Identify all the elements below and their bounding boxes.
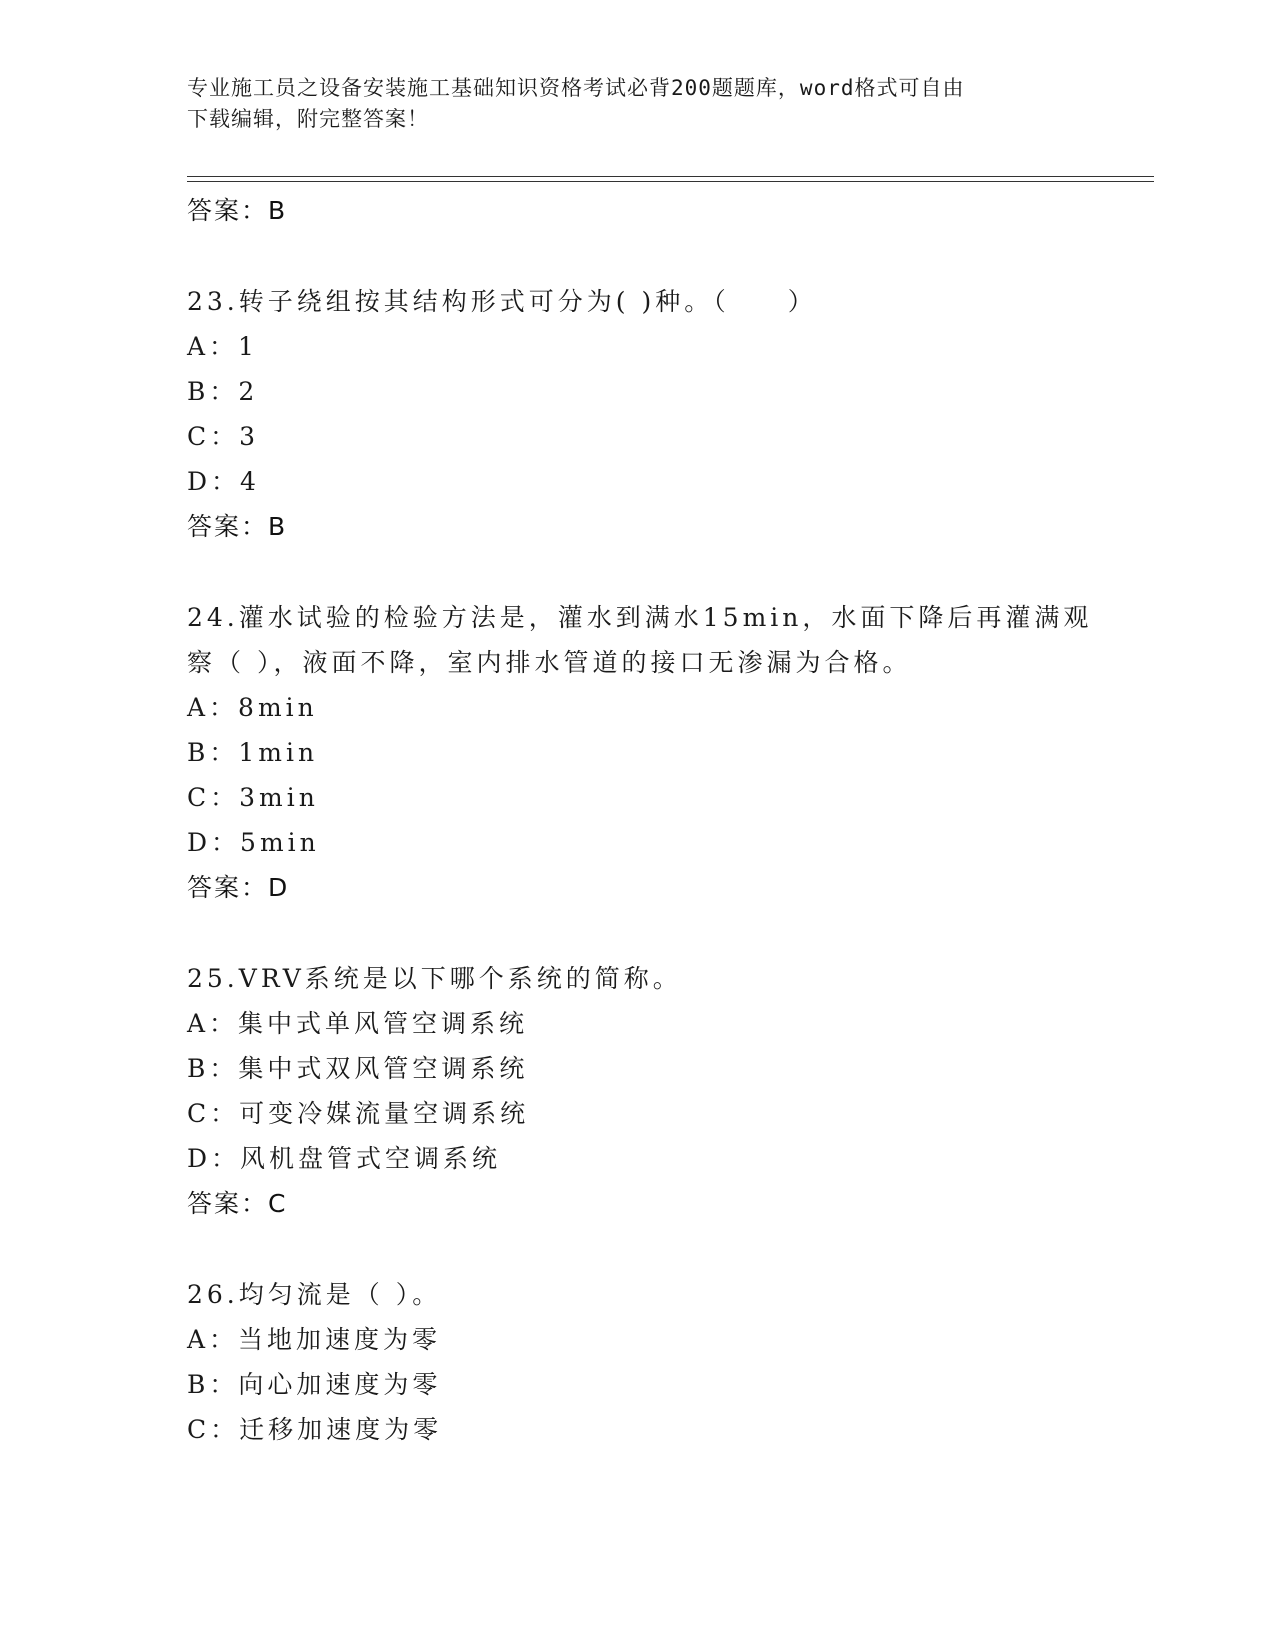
answer-line: 答案：B	[187, 512, 288, 541]
question-text-line-2: 察（ ），液面不降，室内排水管道的接口无渗漏为合格。	[187, 648, 912, 677]
document-header	[187, 73, 1067, 135]
option-a: A：集中式单风管空调系统	[187, 1009, 529, 1038]
question-text: 25.VRV系统是以下哪个系统的简称。	[187, 964, 682, 993]
question-block-26	[187, 1272, 1127, 1452]
question-list	[187, 188, 1127, 1452]
header-line-1: 专业施工员之设备安装施工基础知识资格考试必背200题题库，word格式可自由	[187, 76, 965, 100]
answer-line: 答案：C	[187, 1189, 288, 1218]
option-b: B：集中式双风管空调系统	[187, 1054, 529, 1083]
option-a: A：1	[187, 332, 258, 361]
option-c: C：可变冷媒流量空调系统	[187, 1099, 530, 1128]
option-c: C：迁移加速度为零	[187, 1415, 443, 1444]
question-text: 23.转子绕组按其结构形式可分为( )种。（ ）	[187, 287, 817, 316]
option-a: A：8min	[187, 693, 318, 722]
header-divider	[187, 176, 1154, 182]
answer-line: 答案：B	[187, 196, 288, 225]
option-b: B：1min	[187, 738, 319, 767]
option-a: A：当地加速度为零	[187, 1325, 442, 1354]
option-d: D：风机盘管式空调系统	[187, 1144, 502, 1173]
option-c: C：3	[187, 422, 260, 451]
header-line-2: 下载编辑，附完整答案！	[187, 107, 429, 131]
answer-line: 答案：D	[187, 873, 290, 902]
question-block-25	[187, 956, 1127, 1227]
option-d: D：5min	[187, 828, 320, 857]
option-b: B：向心加速度为零	[187, 1370, 442, 1399]
question-block-24	[187, 595, 1127, 911]
question-block-23	[187, 279, 1127, 550]
option-c: C：3min	[187, 783, 319, 812]
option-b: B：2	[187, 377, 259, 406]
option-d: D：4	[187, 467, 260, 496]
question-text-line-1: 24.灌水试验的检验方法是，灌水到满水15min，水面下降后再灌满观	[187, 603, 1093, 632]
question-text: 26.均匀流是（ ）。	[187, 1280, 442, 1309]
